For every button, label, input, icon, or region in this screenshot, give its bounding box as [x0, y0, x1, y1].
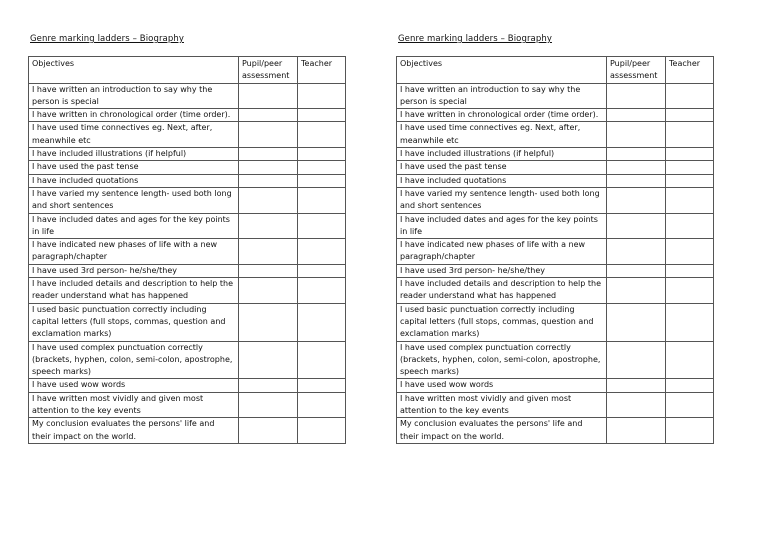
- pupil-peer-cell: [239, 161, 298, 174]
- objective-row: [397, 213, 714, 239]
- pupil-peer-cell: [607, 109, 666, 122]
- teacher-cell: [298, 83, 346, 109]
- objective-text: I have used 3rd person- he/she/they: [29, 264, 239, 277]
- objective-text: I have included dates and ages for the key points in life: [397, 213, 607, 239]
- objective-row: [29, 341, 346, 379]
- objective-row: [397, 161, 714, 174]
- objective-text: I have used time connectives eg. Next, after, meanwhile etc: [29, 122, 239, 148]
- pupil-peer-cell: [607, 379, 666, 392]
- objective-row: [397, 109, 714, 122]
- objective-text: I have used wow words: [29, 379, 239, 392]
- teacher-cell: [298, 239, 346, 265]
- pupil-peer-cell: [607, 187, 666, 213]
- objective-text: I have used complex punctuation correctly (brackets, hyphen, colon, semi-colon, apostrophe, speech marks): [29, 341, 239, 379]
- objective-text: I have written in chronological order (time order).: [397, 109, 607, 122]
- objective-row: [29, 161, 346, 174]
- teacher-cell: [666, 379, 714, 392]
- teacher-cell: [666, 303, 714, 341]
- sheet-title: Genre marking ladders – Biography: [30, 34, 184, 44]
- objective-row: [397, 264, 714, 277]
- pupil-peer-cell: [607, 278, 666, 304]
- teacher-cell: [298, 161, 346, 174]
- teacher-cell: [666, 418, 714, 444]
- objective-text: I have used time connectives eg. Next, after, meanwhile etc: [397, 122, 607, 148]
- marking-table: [28, 56, 346, 444]
- objective-text: I have used the past tense: [29, 161, 239, 174]
- pupil-peer-cell: [607, 392, 666, 418]
- objective-text: I have used the past tense: [397, 161, 607, 174]
- pupil-peer-cell: [239, 83, 298, 109]
- pupil-peer-cell: [607, 341, 666, 379]
- objective-row: [397, 174, 714, 187]
- pupil-peer-cell: [239, 379, 298, 392]
- teacher-cell: [666, 392, 714, 418]
- teacher-cell: [298, 213, 346, 239]
- objective-row: [29, 264, 346, 277]
- teacher-cell: [666, 278, 714, 304]
- objective-row: [29, 239, 346, 265]
- objective-row: [29, 392, 346, 418]
- objective-row: [397, 148, 714, 161]
- objective-text: I used basic punctuation correctly including capital letters (full stops, commas, question and exclamation marks): [29, 303, 239, 341]
- teacher-cell: [666, 161, 714, 174]
- teacher-cell: [666, 264, 714, 277]
- teacher-cell: [298, 418, 346, 444]
- teacher-cell: [666, 239, 714, 265]
- pupil-peer-cell: [607, 303, 666, 341]
- objective-text: I have varied my sentence length- used both long and short sentences: [29, 187, 239, 213]
- marking-ladder-left: [28, 33, 345, 444]
- header-objectives: Objectives: [29, 57, 239, 84]
- objective-text: I have varied my sentence length- used both long and short sentences: [397, 187, 607, 213]
- teacher-cell: [298, 122, 346, 148]
- pupil-peer-cell: [239, 264, 298, 277]
- objective-row: [397, 239, 714, 265]
- objective-text: I have included quotations: [397, 174, 607, 187]
- teacher-cell: [666, 148, 714, 161]
- teacher-cell: [666, 187, 714, 213]
- pupil-peer-cell: [607, 264, 666, 277]
- objective-row: [29, 187, 346, 213]
- pupil-peer-cell: [239, 148, 298, 161]
- objective-row: [29, 303, 346, 341]
- teacher-cell: [666, 122, 714, 148]
- teacher-cell: [298, 303, 346, 341]
- objective-rows: [29, 83, 346, 443]
- pupil-peer-cell: [239, 418, 298, 444]
- objective-text: I have included illustrations (if helpful): [397, 148, 607, 161]
- objective-text: I have written most vividly and given most attention to the key events: [397, 392, 607, 418]
- objective-rows: [397, 83, 714, 443]
- teacher-cell: [298, 109, 346, 122]
- objective-text: My conclusion evaluates the persons' life and their impact on the world.: [29, 418, 239, 444]
- pupil-peer-cell: [239, 187, 298, 213]
- pupil-peer-cell: [239, 213, 298, 239]
- objective-text: I have written most vividly and given most attention to the key events: [29, 392, 239, 418]
- objective-row: [397, 418, 714, 444]
- objective-text: I have indicated new phases of life with a new paragraph/chapter: [397, 239, 607, 265]
- pupil-peer-cell: [239, 303, 298, 341]
- pupil-peer-cell: [607, 122, 666, 148]
- header-pupil-peer-assessment: Pupil/peer assessment: [239, 57, 298, 84]
- sheet-title: Genre marking ladders – Biography: [398, 34, 552, 44]
- objective-row: [397, 392, 714, 418]
- objective-row: [397, 83, 714, 109]
- pupil-peer-cell: [239, 278, 298, 304]
- teacher-cell: [298, 187, 346, 213]
- pupil-peer-cell: [239, 122, 298, 148]
- objective-text: I have included illustrations (if helpful): [29, 148, 239, 161]
- objective-row: [397, 379, 714, 392]
- objective-text: I have written an introduction to say why the person is special: [29, 83, 239, 109]
- teacher-cell: [666, 174, 714, 187]
- teacher-cell: [298, 278, 346, 304]
- header-pupil-peer-assessment: Pupil/peer assessment: [607, 57, 666, 84]
- teacher-cell: [298, 392, 346, 418]
- teacher-cell: [298, 174, 346, 187]
- pupil-peer-cell: [607, 174, 666, 187]
- teacher-cell: [298, 148, 346, 161]
- objective-row: [29, 122, 346, 148]
- objective-row: [397, 187, 714, 213]
- teacher-cell: [666, 109, 714, 122]
- objective-text: I have written an introduction to say why the person is special: [397, 83, 607, 109]
- objective-row: [29, 418, 346, 444]
- objective-row: [397, 122, 714, 148]
- objective-row: [397, 341, 714, 379]
- objective-row: [397, 278, 714, 304]
- pupil-peer-cell: [607, 83, 666, 109]
- header-teacher: Teacher: [666, 57, 714, 84]
- pupil-peer-cell: [607, 148, 666, 161]
- pupil-peer-cell: [239, 239, 298, 265]
- teacher-cell: [666, 83, 714, 109]
- teacher-cell: [298, 379, 346, 392]
- objective-row: [397, 303, 714, 341]
- objective-text: I have used wow words: [397, 379, 607, 392]
- header-row: [29, 57, 346, 84]
- objective-row: [29, 148, 346, 161]
- objective-text: I have used complex punctuation correctly (brackets, hyphen, colon, semi-colon, apostrophe, speech marks): [397, 341, 607, 379]
- objective-row: [29, 174, 346, 187]
- marking-ladder-right: [396, 33, 713, 444]
- header-teacher: Teacher: [298, 57, 346, 84]
- header-objectives: Objectives: [397, 57, 607, 84]
- pupil-peer-cell: [239, 109, 298, 122]
- pupil-peer-cell: [607, 418, 666, 444]
- pupil-peer-cell: [607, 213, 666, 239]
- objective-text: I have written in chronological order (time order).: [29, 109, 239, 122]
- objective-text: My conclusion evaluates the persons' life and their impact on the world.: [397, 418, 607, 444]
- objective-text: I have included quotations: [29, 174, 239, 187]
- pupil-peer-cell: [239, 341, 298, 379]
- teacher-cell: [666, 213, 714, 239]
- objective-row: [29, 109, 346, 122]
- teacher-cell: [666, 341, 714, 379]
- objective-text: I have used 3rd person- he/she/they: [397, 264, 607, 277]
- objective-row: [29, 278, 346, 304]
- objective-text: I have indicated new phases of life with a new paragraph/chapter: [29, 239, 239, 265]
- objective-row: [29, 379, 346, 392]
- teacher-cell: [298, 341, 346, 379]
- objective-text: I have included details and description to help the reader understand what has happened: [29, 278, 239, 304]
- pupil-peer-cell: [239, 392, 298, 418]
- marking-table: [396, 56, 714, 444]
- header-row: [397, 57, 714, 84]
- objective-text: I used basic punctuation correctly including capital letters (full stops, commas, question and exclamation marks): [397, 303, 607, 341]
- objective-text: I have included details and description to help the reader understand what has happened: [397, 278, 607, 304]
- pupil-peer-cell: [607, 239, 666, 265]
- objective-row: [29, 213, 346, 239]
- pupil-peer-cell: [239, 174, 298, 187]
- pupil-peer-cell: [607, 161, 666, 174]
- teacher-cell: [298, 264, 346, 277]
- objective-row: [29, 83, 346, 109]
- objective-text: I have included dates and ages for the key points in life: [29, 213, 239, 239]
